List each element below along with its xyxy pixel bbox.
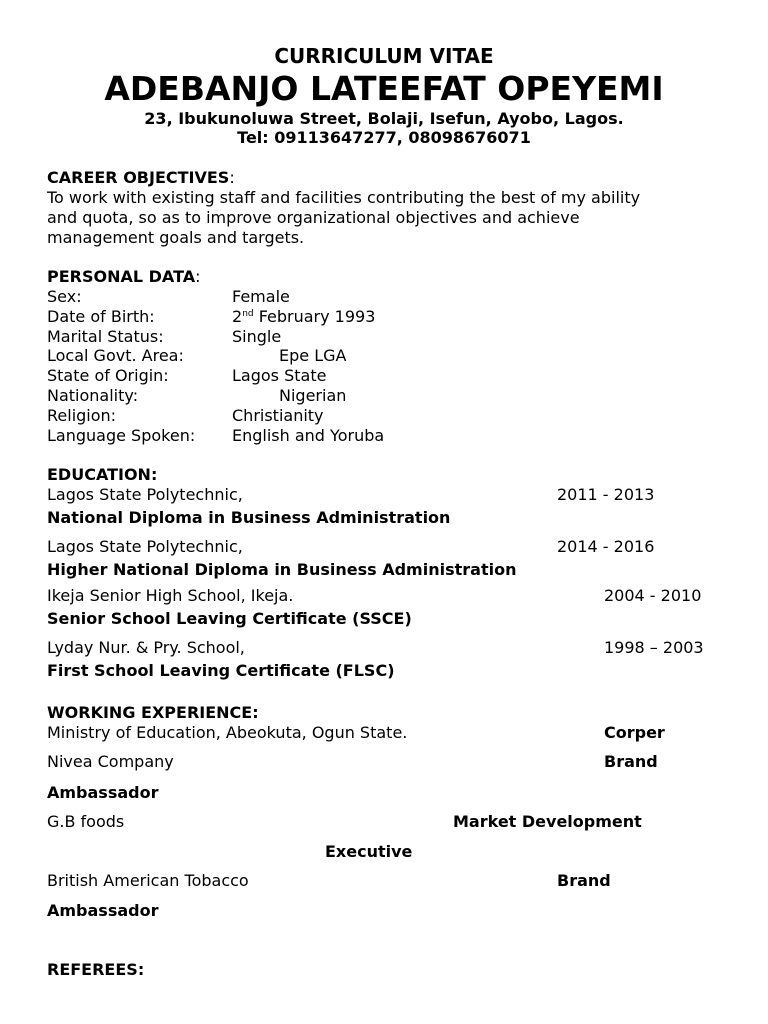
work-organization: G.B foods xyxy=(47,812,125,831)
work-organization: Ministry of Education, Abeokuta, Ogun State. xyxy=(47,723,408,742)
objective-line: management goals and targets. xyxy=(47,228,305,247)
work-role: Brand xyxy=(604,752,658,771)
state-of-origin-label: State of Origin: xyxy=(47,366,169,385)
work-role: Brand xyxy=(557,871,611,890)
language-value: English and Yoruba xyxy=(232,426,385,445)
education-years: 2011 - 2013 xyxy=(557,485,655,504)
education-years: 2014 - 2016 xyxy=(557,537,655,556)
education-years: 2004 - 2010 xyxy=(604,586,702,605)
work-role: Corper xyxy=(604,723,665,742)
state-of-origin-value: Lagos State xyxy=(232,366,327,385)
language-label: Language Spoken: xyxy=(47,426,196,445)
marital-status-label: Marital Status: xyxy=(47,327,164,346)
work-organization: British American Tobacco xyxy=(47,871,249,890)
education-heading: EDUCATION: xyxy=(47,465,158,484)
religion-label: Religion: xyxy=(47,406,117,425)
lga-label: Local Govt. Area: xyxy=(47,346,184,365)
work-experience-heading: WORKING EXPERIENCE: xyxy=(47,703,259,722)
objective-line: To work with existing staff and facilities contributing the best of my ability xyxy=(47,188,641,207)
education-school: Lagos State Polytechnic, xyxy=(47,485,243,504)
document-title: CURRICULUM VITAE xyxy=(274,44,494,68)
personal-data-heading: PERSONAL DATA: xyxy=(47,267,201,286)
referees-heading: REFEREES: xyxy=(47,960,145,979)
sex-label: Sex: xyxy=(47,287,82,306)
marital-status-value: Single xyxy=(232,327,282,346)
education-qualification: Higher National Diploma in Business Administration xyxy=(47,560,517,579)
work-role-continued: Ambassador xyxy=(47,783,159,802)
education-school: Ikeja Senior High School, Ikeja. xyxy=(47,586,294,605)
career-objectives-heading: CAREER OBJECTIVES: xyxy=(47,168,235,187)
nationality-label: Nationality: xyxy=(47,386,139,405)
education-school: Lagos State Polytechnic, xyxy=(47,537,243,556)
education-years: 1998 – 2003 xyxy=(604,638,704,657)
dob-label: Date of Birth: xyxy=(47,307,155,326)
education-qualification: First School Leaving Certificate (FLSC) xyxy=(47,661,395,680)
education-qualification: Senior School Leaving Certificate (SSCE) xyxy=(47,609,412,628)
objective-line: and quota, so as to improve organizational objectives and achieve xyxy=(47,208,580,227)
telephone: Tel: 09113647277, 08098676071 xyxy=(237,128,531,147)
education-qualification: National Diploma in Business Administration xyxy=(47,508,451,527)
candidate-name: ADEBANJO LATEEFAT OPEYEMI xyxy=(104,69,664,108)
sex-value: Female xyxy=(232,287,290,306)
work-role-continued: Executive xyxy=(325,842,413,861)
dob-value: 2nd February 1993 xyxy=(232,307,376,326)
education-school: Lyday Nur. & Pry. School, xyxy=(47,638,245,657)
nationality-value: Nigerian xyxy=(279,386,347,405)
religion-value: Christianity xyxy=(232,406,324,425)
work-organization: Nivea Company xyxy=(47,752,174,771)
address: 23, Ibukunoluwa Street, Bolaji, Isefun, Ayobo, Lagos. xyxy=(144,109,624,128)
lga-value: Epe LGA xyxy=(279,346,347,365)
work-role: Market Development xyxy=(453,812,642,831)
work-role-continued: Ambassador xyxy=(47,901,159,920)
